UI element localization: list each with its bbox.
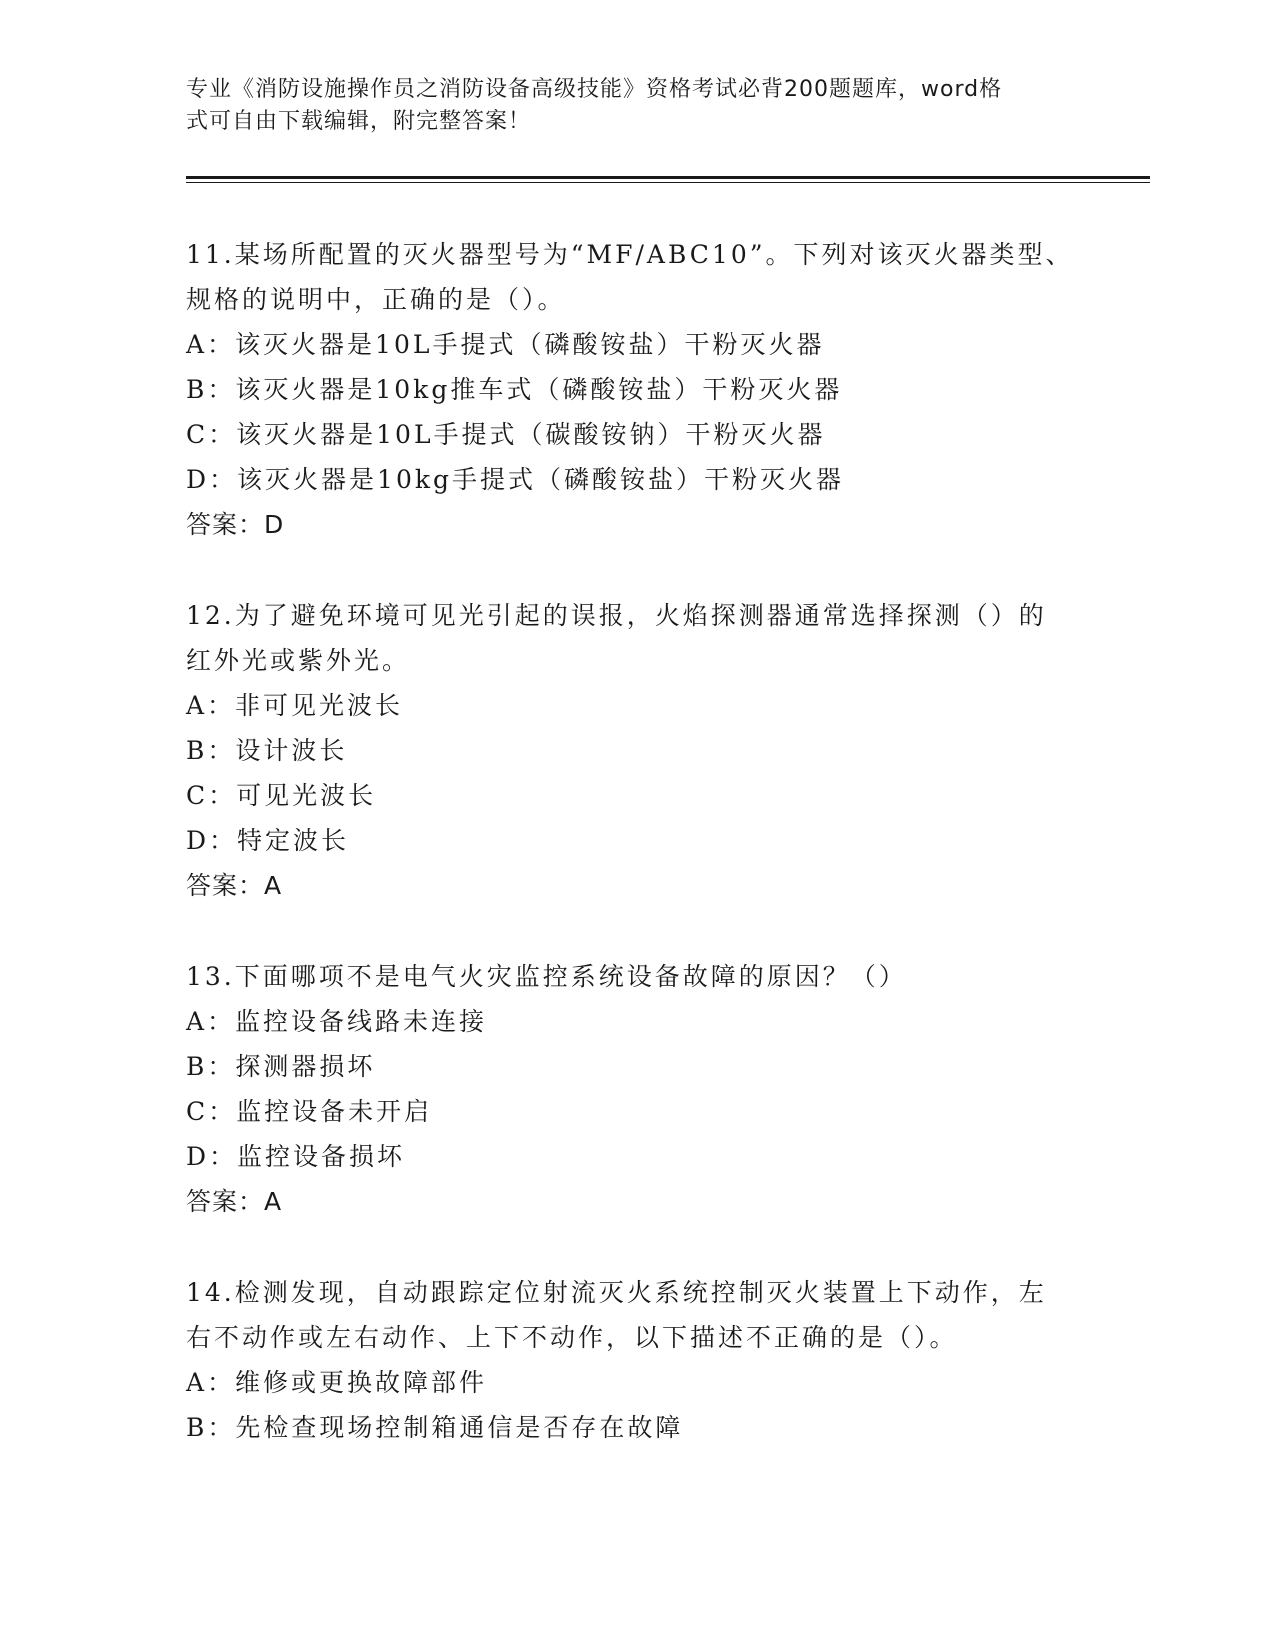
option-a: A：维修或更换故障部件 [186,1368,488,1397]
question-stem-line: 14.检测发现，自动跟踪定位射流灭火系统控制灭火装置上下动作，左 [186,1278,1047,1307]
option-a: A：监控设备线路未连接 [186,1007,488,1036]
question-13 [186,954,1086,1225]
header-line-1: 专业《消防设施操作员之消防设备高级技能》资格考试必背200题题库，word格 [186,77,1003,102]
option-b: B：探测器损坏 [186,1052,376,1081]
option-d: D：监控设备损坏 [186,1142,406,1171]
header-divider-thin [186,182,1150,183]
option-a: A：非可见光波长 [186,691,404,720]
question-stem-line: 11.某场所配置的灭火器型号为“MF/ABC10”。下列对该灭火器类型、 [186,240,1074,269]
option-b: B：先检查现场控制箱通信是否存在故障 [186,1413,684,1442]
option-a: A：该灭火器是10L手提式（磷酸铵盐）干粉灭火器 [186,330,825,359]
header-divider-thick [186,176,1150,179]
document-header [186,74,1066,138]
answer-line: 答案：A [186,1187,283,1216]
option-c: C：可见光波长 [186,781,377,810]
question-stem-line: 13.下面哪项不是电气火灾监控系统设备故障的原因？（） [186,962,907,991]
answer-line: 答案：A [186,871,283,900]
answer-line: 答案：D [186,510,285,539]
question-list [186,232,1086,1495]
option-c: C：监控设备未开启 [186,1097,433,1126]
question-11 [186,232,1086,548]
question-stem-line: 红外光或紫外光。 [186,646,411,675]
option-c: C：该灭火器是10L手提式（碳酸铵钠）干粉灭火器 [186,420,826,449]
question-stem-line: 规格的说明中，正确的是（）。 [186,285,566,314]
question-12 [186,593,1086,909]
option-d: D：特定波长 [186,826,350,855]
option-b: B：该灭火器是10kg推车式（磷酸铵盐）干粉灭火器 [186,375,843,404]
question-14 [186,1270,1086,1450]
question-stem-line: 右不动作或左右动作、上下不动作，以下描述不正确的是（）。 [186,1323,958,1352]
option-b: B：设计波长 [186,736,348,765]
question-stem-line: 12.为了避免环境可见光引起的误报，火焰探测器通常选择探测（）的 [186,601,1047,630]
header-line-2: 式可自由下载编辑，附完整答案！ [186,109,532,134]
option-d: D：该灭火器是10kg手提式（磷酸铵盐）干粉灭火器 [186,465,845,494]
